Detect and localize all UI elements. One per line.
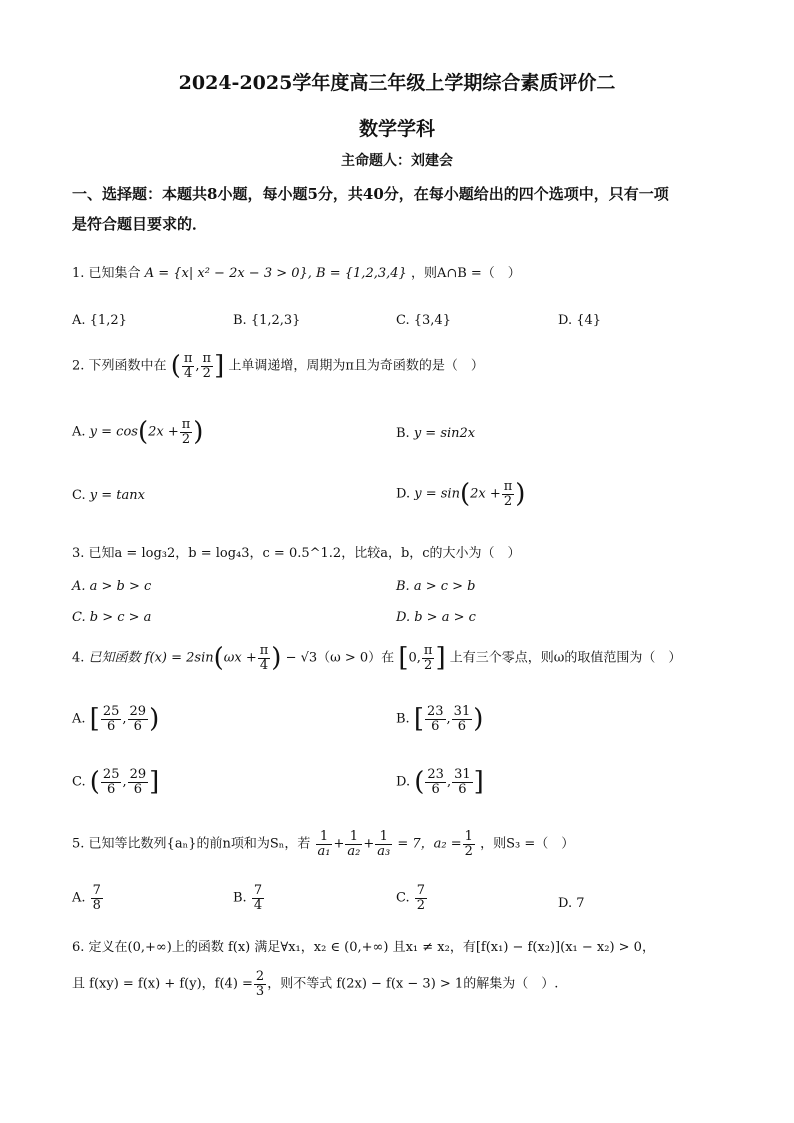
q3-option-a[interactable]: A. a > b > c (72, 579, 152, 594)
q2-option-d[interactable]: D. y = sin(2x + $\frac{\pi}{2}$ ) (396, 479, 526, 510)
bracket-close: ] (214, 351, 225, 382)
q5-option-b[interactable]: B. $\frac{7}{4}$ (233, 883, 263, 913)
q4-option-d[interactable]: D. ( $\frac{23}{6}$ , $\frac{31}{6}$ ] (396, 767, 484, 798)
q4-option-c[interactable]: C. ( $\frac{25}{6}$ , $\frac{29}{6}$ ] (72, 767, 160, 798)
q1-option-a[interactable]: A. {1,2} (72, 313, 127, 328)
q3-option-c[interactable]: C. b > c > a (72, 610, 152, 625)
question-5: 5. 已知等比数列{aₙ}的前n项和为Sₙ，若 $\frac{1}{\text{a₁}}$ + $\frac{1}{\text{a₂}}$ + $\frac{1}{\text{a₃}}$ = 7，a₂ = $\frac{1}{2}$ ，则S₃ =（ ） (72, 829, 575, 859)
question-4: 4. 已知函数 f(x) = 2sin(ωx + $\frac{\pi}{4}$ ) − √3（ω > 0）在 [0, $\frac{\pi}{2}$ ] 上有三个零点，则ω的取值范围为（ ） (72, 643, 682, 674)
exam-title: 2024-2025学年度高三年级上学期综合素质评价二 (178, 72, 616, 94)
q5-option-a[interactable]: A. $\frac{7}{8}$ (72, 883, 101, 913)
question-number: 5. (72, 836, 85, 852)
question-number: 3. (72, 546, 85, 561)
question-stem-mid: − √3（ω > 0）在 (285, 650, 395, 666)
q3-option-d[interactable]: D. b > a > c (396, 610, 476, 625)
question-1 (72, 262, 521, 281)
question-number: 6. (72, 940, 85, 955)
q2-option-a[interactable]: A. y = cos(2x + $\frac{\pi}{2}$ ) (72, 417, 204, 448)
section-heading-line2: 是符合题目要求的． (72, 215, 208, 233)
question-3 (72, 542, 521, 561)
q2-option-b[interactable]: B. y = sin2x (396, 426, 476, 441)
section-heading-line1: 一、选择题：本题共8小题，每小题5分，共40分，在每小题给出的四个选项中，只有一项 (72, 185, 669, 203)
q1-option-d[interactable]: D. {4} (558, 313, 602, 328)
question-stem-mid: = 7，a₂ = (397, 836, 462, 852)
question-tail: ，则A∩B =（ ） (410, 266, 521, 281)
question-number: 1. (72, 266, 85, 281)
q5-option-d[interactable]: D. 7 (558, 896, 585, 911)
question-stem: 已知集合 (88, 266, 141, 281)
q1-option-b[interactable]: B. {1,2,3} (233, 313, 301, 328)
fraction-pi-over-4: $\frac{\pi}{4}$ (259, 643, 269, 673)
question-number: 4. (72, 650, 85, 666)
set-definition: A = {x| x² − 2x − 3 > 0}, B = {1,2,3,4} (144, 266, 407, 281)
q4-option-a[interactable]: A. [ $\frac{25}{6}$ , $\frac{29}{6}$ ) (72, 704, 160, 735)
author-line: 主命题人：刘建会 (341, 153, 453, 169)
question-stem: 已知a = log₃2，b = log₄3，c = 0.5^1.2，比较a，b，c的大小为（ ） (88, 546, 521, 561)
question-stem-pre: 已知等比数列{aₙ}的前n项和为Sₙ，若 (88, 836, 311, 852)
question-stem-pre: 下列函数中在 (88, 358, 167, 374)
question-stem-post: ，则S₃ =（ ） (480, 836, 575, 852)
q5-option-c[interactable]: C. $\frac{7}{2}$ (396, 883, 426, 913)
question-2: 2. 下列函数中在 ( $\frac{\pi}{4}$ , $\frac{\pi}{2}$ ] 上单调递增，周期为π且为奇函数的是（ ） (72, 351, 484, 382)
subject-title: 数学学科 (358, 118, 435, 140)
question-stem-post: 上单调递增，周期为π且为奇函数的是（ ） (228, 358, 484, 374)
q1-option-c[interactable]: C. {3,4} (396, 313, 451, 328)
q2-option-c[interactable]: C. y = tanx (72, 488, 145, 503)
fraction-pi-over-2: $\frac{\pi}{2}$ (423, 643, 433, 673)
fraction-pi-over-4: $\frac{\pi}{4}$ (183, 351, 193, 381)
question-6-line1 (72, 936, 655, 955)
question-6-line2: 且 f(xy) = f(x) + f(y)，f(4) = $\frac{2}{3}$ ，则不等式 f(2x) − f(x − 3) > 1的解集为（ ）. (72, 969, 559, 999)
question-stem: 定义在(0,+∞)上的函数 f(x) 满足∀x₁，x₂ ∈ (0,+∞) 且x₁ ≠ x₂，有[f(x₁) − f(x₂)](x₁ − x₂) > 0， (88, 940, 655, 955)
bracket-open: ( (170, 351, 181, 382)
fraction-pi-over-2: $\frac{\pi}{2}$ (202, 351, 212, 381)
question-number: 2. (72, 358, 85, 374)
question-stem-end: 上有三个零点，则ω的取值范围为（ ） (449, 650, 682, 666)
function-def: 已知函数 f(x) = 2sin (88, 650, 214, 666)
q3-option-b[interactable]: B. a > c > b (396, 579, 476, 594)
q4-option-b[interactable]: B. [ $\frac{23}{6}$ , $\frac{31}{6}$ ) (396, 704, 484, 735)
